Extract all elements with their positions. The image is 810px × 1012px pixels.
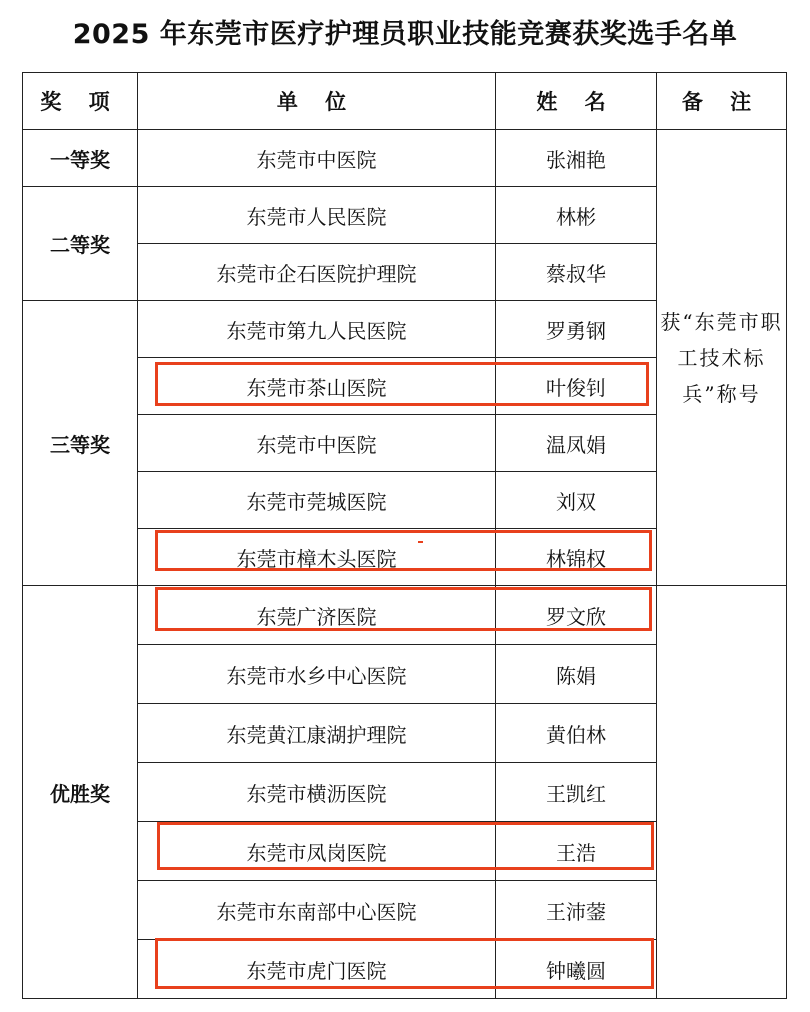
unit-cell: 东莞市凤岗医院: [138, 822, 496, 881]
name-cell: 黄伯林: [496, 704, 657, 763]
name-cell: 陈娟: [496, 645, 657, 704]
unit-cell: 东莞市虎门医院: [138, 940, 496, 999]
unit-cell: 东莞市人民医院: [138, 187, 496, 244]
award-level-merit: 优胜奖: [23, 586, 138, 999]
highlight-box: [155, 362, 649, 406]
header-award: 奖 项: [23, 73, 138, 130]
unit-cell: 东莞市水乡中心医院: [138, 645, 496, 704]
award-level-third: 三等奖: [23, 301, 138, 586]
unit-cell: 东莞黄江康湖护理院: [138, 704, 496, 763]
highlight-box: [157, 822, 654, 870]
unit-cell: 东莞市第九人民医院: [138, 301, 496, 358]
unit-cell: 东莞市樟木头医院: [138, 529, 496, 586]
name-cell: 钟曦圆: [496, 940, 657, 999]
unit-cell: 东莞广济医院: [138, 586, 496, 645]
name-cell: 王浩: [496, 822, 657, 881]
unit-cell: 东莞市中医院: [138, 130, 496, 187]
name-cell: 温凤娟: [496, 415, 657, 472]
unit-cell: 东莞市横沥医院: [138, 763, 496, 822]
header-name: 姓 名: [496, 73, 657, 130]
remark-cell: 获“东莞市职工技术标兵”称号: [657, 130, 787, 586]
unit-cell: 东莞市企石医院护理院: [138, 244, 496, 301]
unit-cell: 东莞市东南部中心医院: [138, 881, 496, 940]
name-cell: 王凯红: [496, 763, 657, 822]
name-cell: 叶俊钊: [496, 358, 657, 415]
header-row: [23, 73, 787, 130]
header-remark: 备 注: [657, 73, 787, 130]
table-row: [23, 130, 787, 187]
highlight-box: [155, 938, 654, 989]
highlight-box: [155, 587, 652, 631]
name-cell: 林锦权: [496, 529, 657, 586]
unit-cell: 东莞市莞城医院: [138, 472, 496, 529]
name-cell: 罗文欣: [496, 586, 657, 645]
name-cell: 张湘艳: [496, 130, 657, 187]
highlight-box: [155, 530, 652, 571]
name-cell: 刘双: [496, 472, 657, 529]
remark-cell-empty: [657, 586, 787, 999]
name-cell: 王沛蓥: [496, 881, 657, 940]
name-cell: 罗勇钢: [496, 301, 657, 358]
unit-cell: 东莞市中医院: [138, 415, 496, 472]
award-level-first: 一等奖: [23, 130, 138, 187]
header-unit: 单 位: [138, 73, 496, 130]
page-title: 2025 年东莞市医疗护理员职业技能竞赛获奖选手名单: [72, 19, 738, 50]
unit-cell: 东莞市茶山医院: [138, 358, 496, 415]
award-level-second: 二等奖: [23, 187, 138, 301]
name-cell: 蔡叔华: [496, 244, 657, 301]
name-cell: 林彬: [496, 187, 657, 244]
red-mark: [418, 541, 423, 543]
